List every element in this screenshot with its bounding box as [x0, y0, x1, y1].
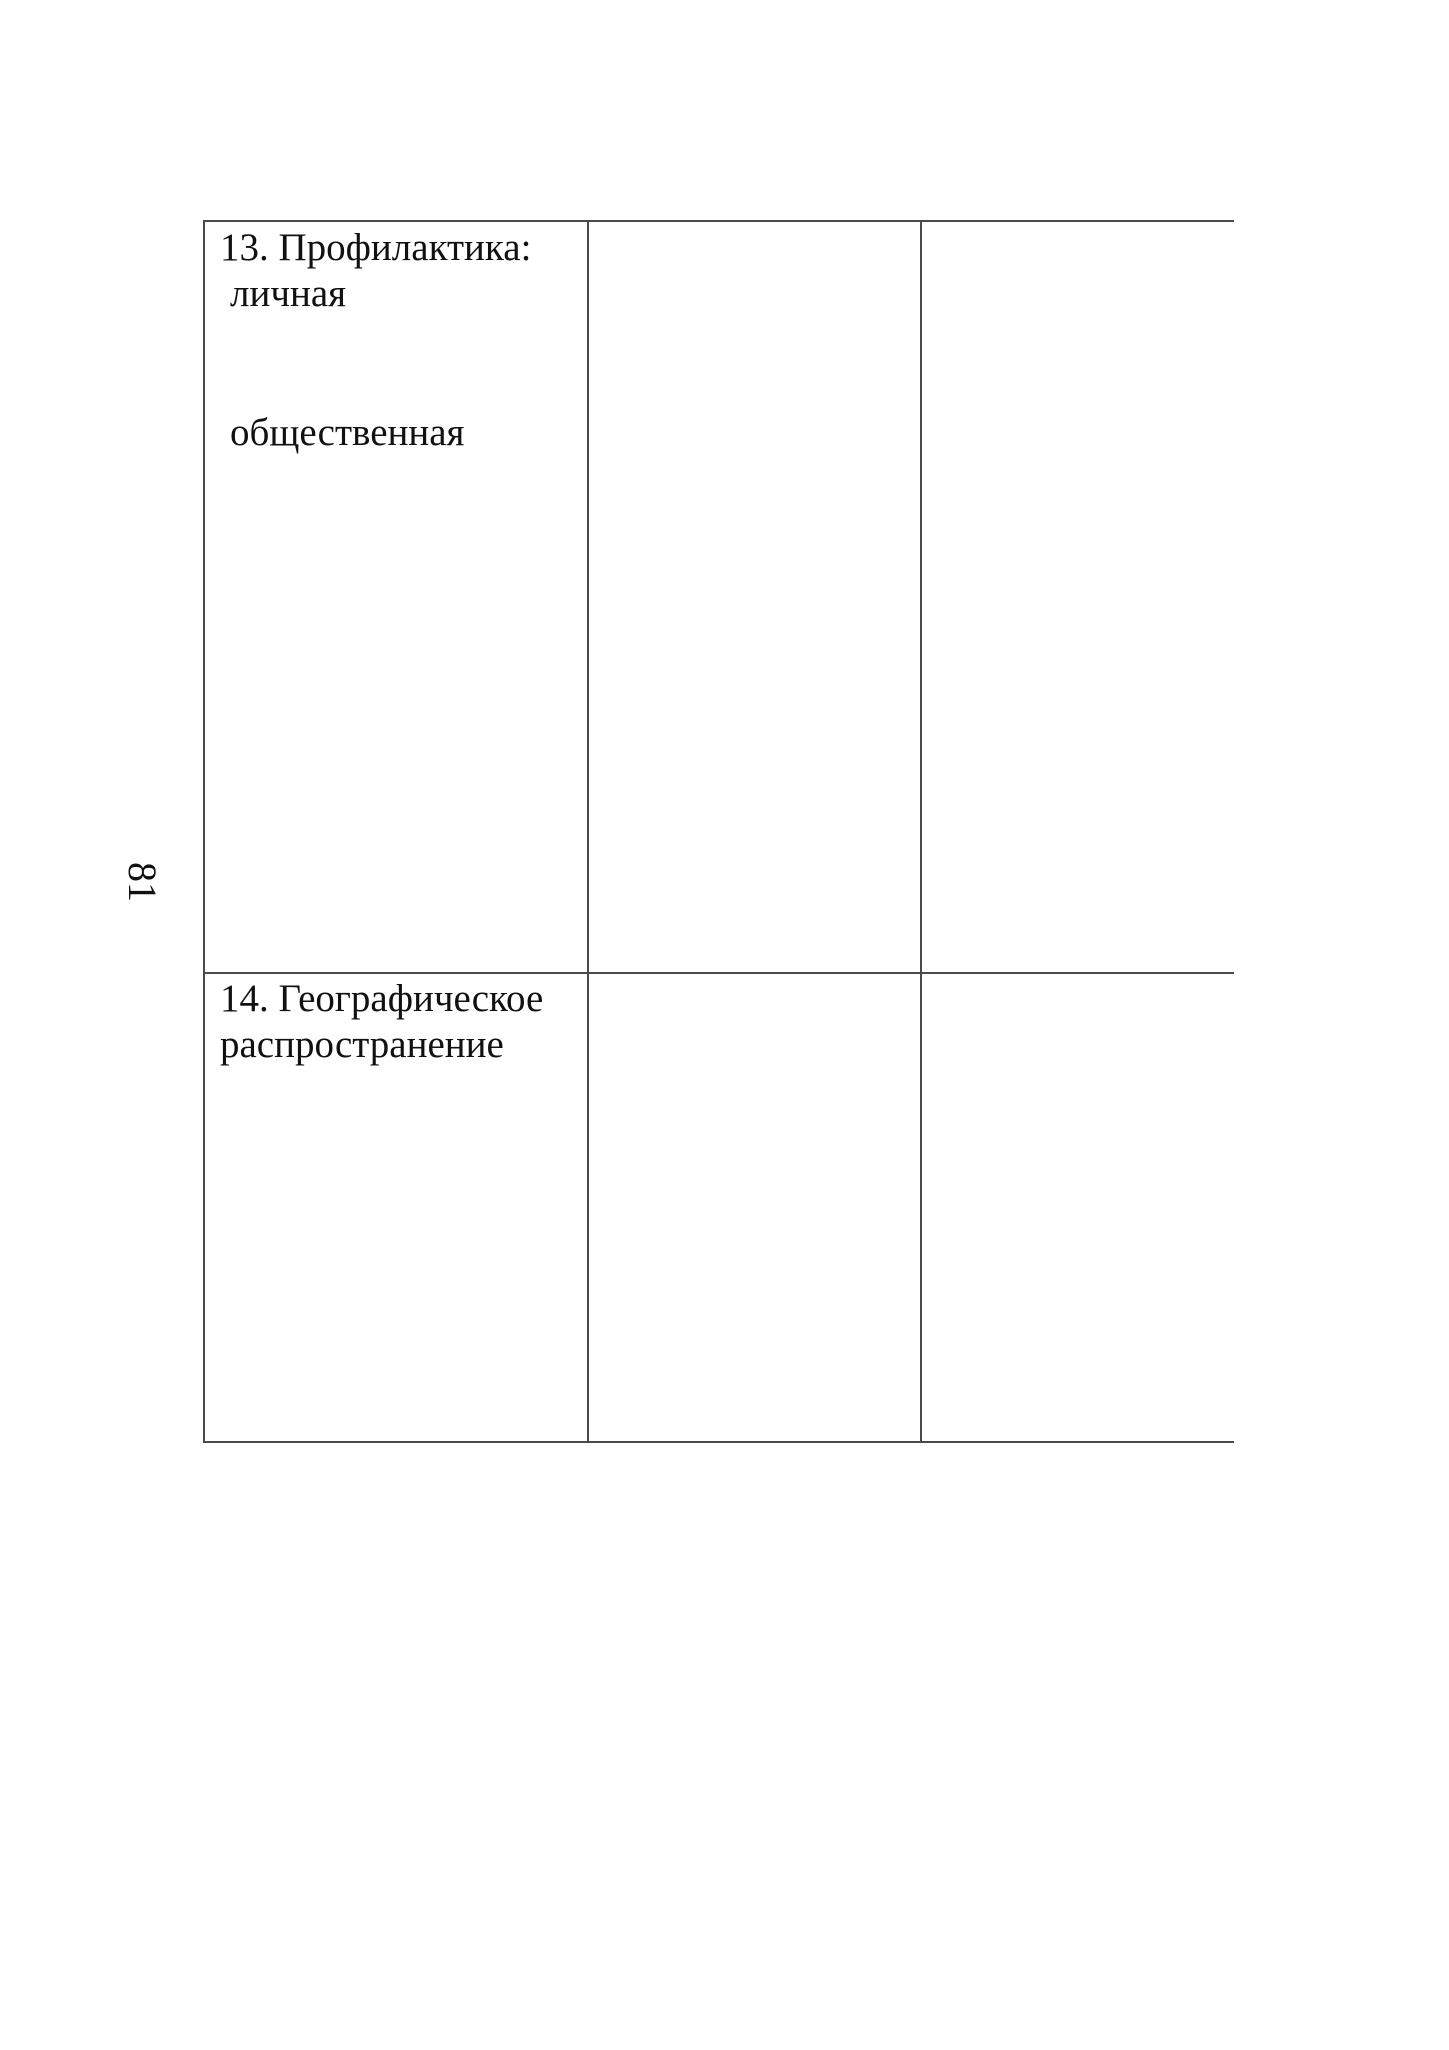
table-border-left: [203, 220, 205, 1443]
page-number: 81: [120, 862, 165, 902]
table-row: [220, 225, 531, 456]
row-heading: 13. Профилактика:: [220, 226, 532, 269]
row-subitem: личная: [230, 272, 347, 315]
table-column-divider: [587, 220, 589, 1443]
table-border-top: [203, 220, 1234, 222]
row-subitem: распространение: [220, 1023, 504, 1066]
table-column-divider: [920, 220, 922, 1443]
table-border-bottom: [203, 1441, 1234, 1443]
table-row: [220, 976, 543, 1068]
table-row-divider: [203, 972, 1234, 974]
row-subitem: общественная: [230, 411, 465, 454]
row-heading: 14. Географическое: [220, 977, 544, 1020]
data-table: [203, 220, 1234, 1443]
